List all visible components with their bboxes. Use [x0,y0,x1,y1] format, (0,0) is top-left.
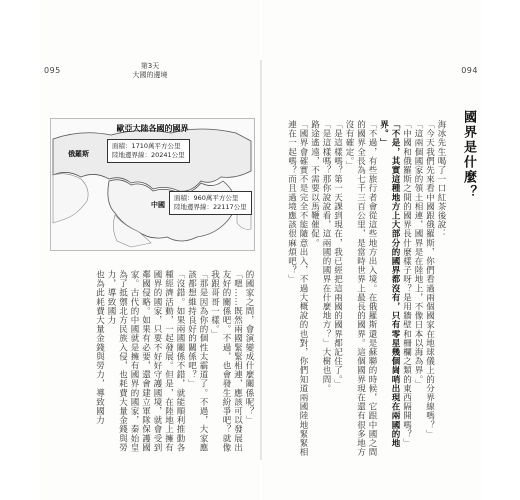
left-paragraph: 「嗯……既然兩國緊緊相連，應該可以發展出友好的關係吧。不過，也會發生紛爭吧？就像我跟哥哥一樣。」 [209,270,243,452]
right-paragraph: 「國界會確實不是完全不能隨意出入，不過大概說的也對，你們知道兩國陸地緊緊相連在一起嗎？而且過境應該很麻煩吧？」 [286,120,308,457]
russia-area: 面積：1710萬平方公里 [112,142,181,150]
left-body-text [49,270,254,460]
running-head [40,62,260,80]
central-asia-territory [53,174,88,223]
russia-label: 俄羅斯 [68,150,89,158]
page-number-right: 094 [461,66,478,75]
right-paragraph-emphasis: 「不是，其實這種地方上大部分的國界都沒有，只有零星幾個崗哨出現在兩國的地界。」 [378,120,400,448]
left-page [40,0,260,500]
russia-callout [107,139,190,163]
map-title: 歐亞大陸各國的國界 [116,124,189,133]
china-border-length: 陸地邊界線：22117公里 [174,203,247,211]
running-head-chapter: 第3天 [140,62,160,70]
right-paragraph: 「這兩個國家的領土相連，國界是在陸地上，不像日本以海為界。」 [413,120,423,389]
left-paragraph: 「沒錯。如果兩國關係不錯，就能順利推動各種經濟活動，一起發展。但是，在陸地上擁有國界的國家，只要不好好守護國境，就會受到鄰國侵略。如果有必要，還會建立軍隊保護國家。古代的中國就是擁有國界的國家，秦始皇為了抵禦北方民族入侵，也耗費大量金錢與勞力，導致國力 [106,270,185,452]
right-body-text [266,120,446,460]
running-head-title: 大國的邊境 [132,71,168,79]
right-paragraph: 「今天我們先來看中國跟俄羅斯，你們看過兩個國家在地球儀上的分界線嗎？」 [424,120,435,439]
right-paragraph: 海冰先生喝了一口紅茶後說： [436,120,446,239]
china-callout [169,191,252,215]
right-paragraph: 「是這樣嗎？第一天課到現在，我已經把這兩國的國界都記住了。」 [332,120,343,389]
china-label: 中國 [151,201,165,209]
eurasia-border-map [50,118,255,251]
right-paragraph: 路途遙遠，不需要以馬鞭催促。 [309,120,320,248]
left-paragraph: 「那是因為你的個性太霸道了。不過，大家應該都想維持良好的關係吧？」 [186,270,208,452]
right-paragraph: 「不過，有些旅行者會從這些地方出入境。在俄羅斯還是蘇聯的時候，它跟中國之間的國界全長為七千三百公里，是當時世界上最長的國界。這個國界現在還有很多地方沒有確定。」 [344,120,377,457]
left-paragraph: 也為此耗費大量金錢與勞力，導致國力 [94,270,105,425]
right-paragraph: 「中國和俄羅斯之間的國界長什麼樣子呀？是用牆壁和柵欄之類的東西隔開嗎？」 [401,120,412,448]
left-paragraph: 的國家之間，會演變成什麼關係呢？」 [244,270,254,425]
section-heading: 國界是什麼？ [461,110,476,200]
china-area: 面積：960萬平方公里 [174,194,239,202]
page-number-left: 095 [44,66,61,75]
russia-border-length: 陸地邊界線：20241公里 [112,151,185,159]
right-page [262,0,482,500]
right-paragraph: 「是這樣嗎？那你說說看，這兩國的國界在什麼地方？」大樹也問。 [321,120,331,393]
